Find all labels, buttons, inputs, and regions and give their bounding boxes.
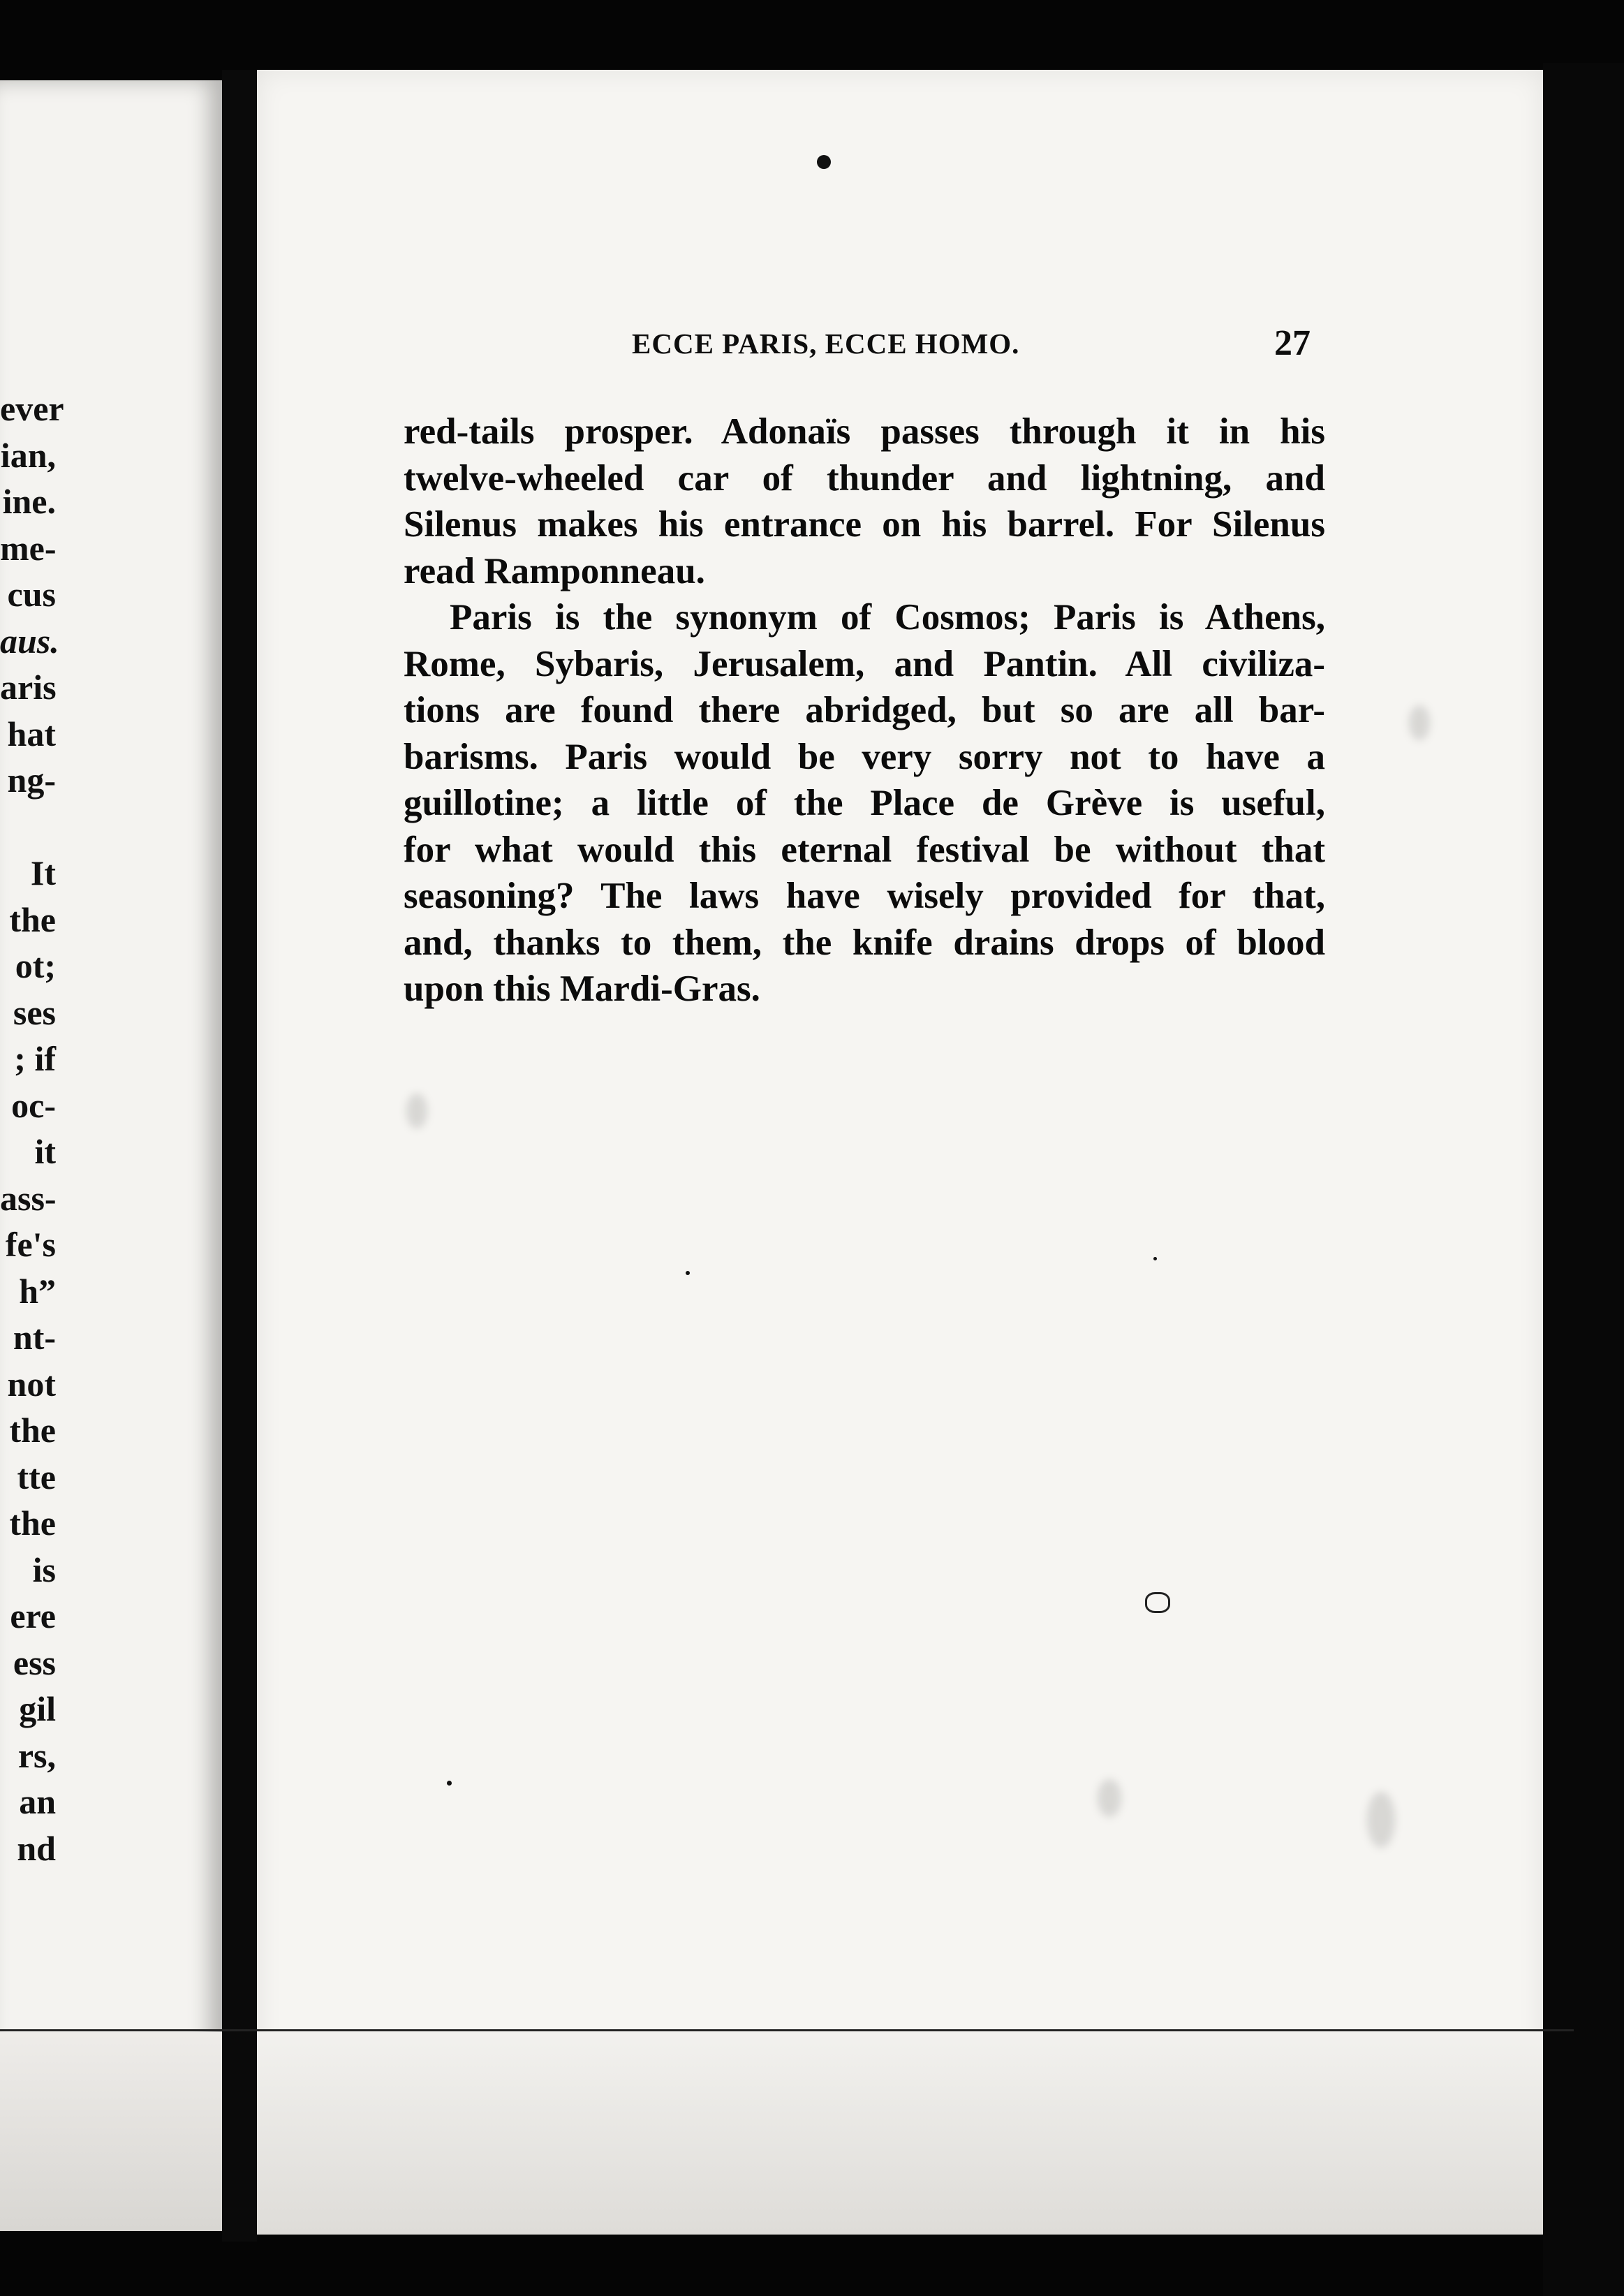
ink-speck: [447, 1781, 452, 1786]
book-gutter: [222, 70, 257, 2242]
left-line: hat: [7, 714, 56, 753]
ink-speck: [1145, 1592, 1170, 1613]
text-line: red-tails prosper. Adonaïs passes through it in his: [404, 411, 1325, 452]
scan-smudge: [1367, 1792, 1395, 1848]
left-line: nd: [17, 1828, 56, 1868]
text-line: guillotine; a little of the Place de Grève is useful,: [404, 783, 1325, 823]
left-line: ere: [10, 1596, 56, 1635]
left-line: cus: [7, 575, 56, 614]
left-page-bottom-edge: [0, 2032, 222, 2231]
right-scan-border: [1543, 63, 1624, 2296]
left-line: ; if: [14, 1039, 56, 1078]
left-line: nt-: [13, 1318, 56, 1357]
left-line: h”: [19, 1271, 56, 1311]
left-line: an: [19, 1782, 56, 1821]
left-line: ng-: [7, 760, 56, 800]
text-line: Rome, Sybaris, Jerusalem, and Pantin. All civiliza-: [404, 643, 1325, 684]
left-line: ian,: [0, 435, 56, 475]
left-line: ever: [0, 389, 64, 428]
left-line: it: [34, 1132, 56, 1171]
left-line: me-: [0, 528, 57, 568]
left-line: ses: [13, 992, 56, 1032]
left-line: tte: [17, 1457, 56, 1496]
left-line: the: [9, 899, 56, 939]
left-line: is: [32, 1550, 56, 1589]
left-line: rs,: [17, 1735, 56, 1775]
ink-speck: [686, 1271, 690, 1275]
left-line: It: [30, 853, 56, 892]
left-line: the: [9, 1411, 56, 1450]
left-page-text: [0, 385, 64, 1871]
scan-smudge: [1098, 1779, 1121, 1817]
bottom-fold-line: [0, 2029, 1574, 2031]
running-head: ECCE PARIS, ECCE HOMO.: [632, 328, 1020, 360]
text-line: upon this Mardi-Gras.: [404, 969, 760, 1009]
body-text: [404, 409, 1325, 1013]
left-line: aus.: [0, 621, 59, 661]
right-page: [257, 70, 1543, 2235]
left-line: not: [7, 1364, 56, 1404]
ink-speck: [1153, 1257, 1157, 1260]
left-line: fe's: [5, 1225, 56, 1264]
text-line: twelve-wheeled car of thunder and lightning, and: [404, 457, 1325, 499]
left-line: the: [9, 1503, 56, 1543]
ink-speck: [817, 155, 831, 169]
text-line: read Ramponneau.: [404, 550, 705, 591]
text-line: barisms. Paris would be very sorry not to have a: [404, 736, 1325, 777]
left-line: gil: [19, 1689, 56, 1728]
scan-smudge: [1409, 705, 1430, 740]
page-number: 27: [1274, 323, 1311, 363]
left-line: ine.: [2, 482, 56, 521]
left-line: ess: [13, 1642, 56, 1682]
left-line: ot;: [15, 946, 56, 985]
scan-smudge: [406, 1094, 427, 1128]
left-line: oc-: [11, 1085, 56, 1125]
text-line: for what would this eternal festival be without that: [404, 829, 1325, 870]
right-page-bottom-edge: [257, 2032, 1543, 2235]
left-line: ass-: [0, 1178, 57, 1218]
text-line: tions are found there abridged, but so are all bar-: [404, 690, 1325, 730]
left-line: [0, 804, 56, 851]
text-line: Paris is the synonym of Cosmos; Paris is Athens,: [450, 597, 1325, 638]
text-line: seasoning? The laws have wisely provided for that,: [404, 876, 1325, 916]
text-line: Silenus makes his entrance on his barrel. For Silenus: [404, 504, 1325, 545]
left-line: aris: [0, 668, 57, 707]
text-line: and, thanks to them, the knife drains drops of blood: [404, 922, 1325, 963]
